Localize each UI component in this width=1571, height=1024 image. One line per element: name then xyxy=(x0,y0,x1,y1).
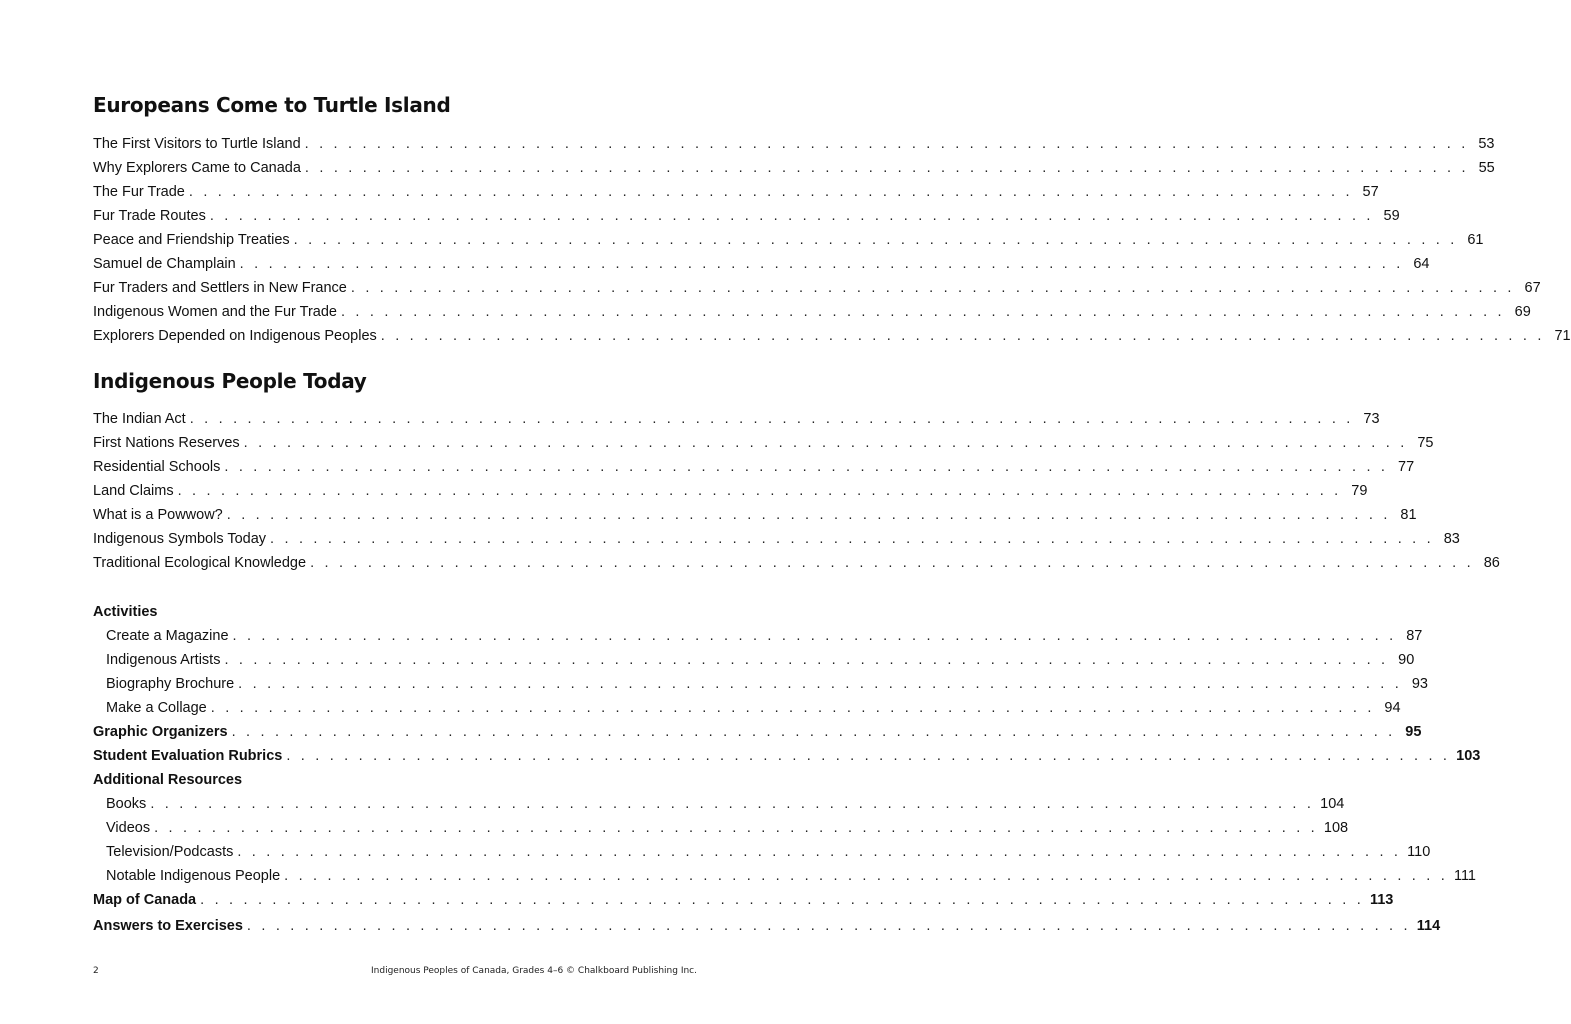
toc-entry-page: 64 xyxy=(1413,256,1430,272)
toc-entry-page: 87 xyxy=(1406,628,1423,644)
toc-entry[interactable] xyxy=(93,816,1349,840)
toc-entry-label: Create a Magazine xyxy=(106,628,229,644)
toc-entry[interactable] xyxy=(93,324,1571,348)
toc-entry[interactable] xyxy=(93,180,1379,204)
toc-entry[interactable] xyxy=(93,888,1394,912)
toc-entry-label: The Fur Trade xyxy=(93,184,185,200)
dot-leader: . . . . . . . . . . . . . . . . . . . . . . . . . . . . . . . . . . . . . . . . . . . . . . . . . . . . . . . . . . . . . . . . . . . . . . . . . . . . . . . . . xyxy=(209,208,1374,224)
toc-entry-label: Fur Trade Routes xyxy=(93,208,206,224)
toc-entry-page: 71 xyxy=(1554,328,1571,344)
toc-entry-page: 86 xyxy=(1483,555,1500,571)
toc-entry-label: Residential Schools xyxy=(93,459,221,475)
toc-entry[interactable] xyxy=(93,792,1345,816)
dot-leader: . . . . . . . . . . . . . . . . . . . . . . . . . . . . . . . . . . . . . . . . . . . . . . . . . . . . . . . . . . . . . . . . . . . . . . . . . . . . . . . . . xyxy=(310,555,1474,571)
section-title-indigenous-today: Indigenous People Today xyxy=(93,369,367,393)
page-footer xyxy=(93,966,697,976)
dot-leader: . . . . . . . . . . . . . . . . . . . . . . . . . . . . . . . . . . . . . . . . . . . . . . . . . . . . . . . . . . . . . . . . . . . . . . . . . . . . . . . . . xyxy=(350,280,1515,296)
toc-list-indigenous-today xyxy=(93,407,1500,575)
toc-entry-label: Books xyxy=(106,796,147,812)
toc-entry[interactable] xyxy=(93,744,1481,768)
toc-entry-label: Why Explorers Came to Canada xyxy=(93,160,301,176)
toc-entry-page: 94 xyxy=(1384,700,1401,716)
dot-leader: . . . . . . . . . . . . . . . . . . . . . . . . . . . . . . . . . . . . . . . . . . . . . . . . . . . . . . . . . . . . . . . . . . . . . . . . . . . . . . . . . xyxy=(231,724,1396,740)
dot-leader: . . . . . . . . . . . . . . . . . . . . . . . . . . . . . . . . . . . . . . . . . . . . . . . . . . . . . . . . . . . . . . . . . . . . . . . . . . . . . . . . . xyxy=(380,328,1545,344)
toc-entry-label: Fur Traders and Settlers in New France xyxy=(93,280,347,296)
toc-entry-page: 108 xyxy=(1323,820,1349,836)
toc-entry-page: 83 xyxy=(1443,531,1460,547)
toc-entry[interactable] xyxy=(93,300,1531,324)
toc-entry-page: 90 xyxy=(1398,652,1415,668)
toc-entry-page: 55 xyxy=(1478,160,1495,176)
toc-entry-label: Indigenous Artists xyxy=(106,652,221,668)
toc-list-europeans xyxy=(93,132,1571,348)
toc-entry-label: Videos xyxy=(106,820,151,836)
dot-leader: . . . . . . . . . . . . . . . . . . . . . . . . . . . . . . . . . . . . . . . . . . . . . . . . . . . . . . . . . . . . . . . . . . . . . . . . . . . . . . . . . xyxy=(200,892,1364,908)
toc-entry-label: Biography Brochure xyxy=(106,676,235,692)
toc-entry-label: Explorers Depended on Indigenous Peoples xyxy=(93,328,377,344)
toc-entry[interactable] xyxy=(93,624,1423,648)
toc-entry-page: 77 xyxy=(1398,459,1415,475)
toc-heading-resources xyxy=(93,768,695,792)
section-title-europeans: Europeans Come to Turtle Island xyxy=(93,93,451,117)
toc-entry-label: Graphic Organizers xyxy=(93,724,228,740)
toc-entry-page: 104 xyxy=(1320,796,1345,812)
publication-credit: Indigenous Peoples of Canada, Grades 4–6 © Chalkboard Publishing Inc. xyxy=(371,966,697,976)
toc-entry-page: 114 xyxy=(1416,918,1441,934)
toc-entry-label: Map of Canada xyxy=(93,892,197,908)
toc-heading-label: Additional Resources xyxy=(93,772,243,788)
dot-leader: . . . . . . . . . . . . . . . . . . . . . . . . . . . . . . . . . . . . . . . . . . . . . . . . . . . . . . . . . . . . . . . . . . . . . . . . . . . . . . . . . xyxy=(304,136,1469,152)
toc-entry-page: 93 xyxy=(1411,676,1428,692)
toc-entry[interactable] xyxy=(93,696,1401,720)
toc-entry-label: Television/Podcasts xyxy=(106,844,234,860)
toc-entry-page: 59 xyxy=(1383,208,1400,224)
toc-entry-page: 73 xyxy=(1363,411,1380,427)
toc-entry-label: Traditional Ecological Knowledge xyxy=(93,555,307,571)
toc-entry[interactable] xyxy=(93,551,1500,575)
toc-entry[interactable] xyxy=(93,252,1430,276)
toc-entry[interactable] xyxy=(93,914,1441,938)
toc-entry-label: Student Evaluation Rubrics xyxy=(93,748,283,764)
dot-leader: . . . . . . . . . . . . . . . . . . . . . . . . . . . . . . . . . . . . . . . . . . . . . . . . . . . . . . . . . . . . . . . . . . . . . . . . . . . . . . . . . xyxy=(284,868,1448,884)
toc-list-resources xyxy=(93,600,1481,938)
dot-leader: . . . . . . . . . . . . . . . . . . . . . . . . . . . . . . . . . . . . . . . . . . . . . . . . . . . . . . . . . . . . . . . . . . . . . . . . . . . . . . . . . xyxy=(340,304,1505,320)
toc-entry-label: The First Visitors to Turtle Island xyxy=(93,136,301,152)
toc-entry[interactable] xyxy=(93,840,1431,864)
toc-entry-label: Land Claims xyxy=(93,483,174,499)
toc-entry[interactable] xyxy=(93,228,1484,252)
toc-entry-label: Samuel de Champlain xyxy=(93,256,236,272)
toc-entry[interactable] xyxy=(93,204,1400,228)
toc-entry[interactable] xyxy=(93,503,1417,527)
dot-leader: . . . . . . . . . . . . . . . . . . . . . . . . . . . . . . . . . . . . . . . . . . . . . . . . . . . . . . . . . . . . . . . . . . . . . . . . . . . . . . . . . xyxy=(224,459,1389,475)
dot-leader: . . . . . . . . . . . . . . . . . . . . . . . . . . . . . . . . . . . . . . . . . . . . . . . . . . . . . . . . . . . . . . . . . . . . . . . . . . . . . . . . . xyxy=(224,652,1389,668)
dot-leader: . . . . . . . . . . . . . . . . . . . . . . . . . . . . . . . . . . . . . . . . . . . . . . . . . . . . . . . . . . . . . . . . . . . . . . . . . . . . . . . . . xyxy=(232,628,1397,644)
toc-entry-page: 103 xyxy=(1456,748,1481,764)
dot-leader: . . . . . . . . . . . . . . . . . . . . . . . . . . . . . . . . . . . . . . . . . . . . . . . . . . . . . . . . . . . . . . . . . . . . . . . . . . . . . . . . . xyxy=(237,844,1402,860)
toc-entry-page: 53 xyxy=(1478,136,1495,152)
toc-entry-label: Indigenous Women and the Fur Trade xyxy=(93,304,337,320)
dot-leader: . . . . . . . . . . . . . . . . . . . . . . . . . . . . . . . . . . . . . . . . . . . . . . . . . . . . . . . . . . . . . . . . . . . . . . . . . . . . . . . . . xyxy=(304,160,1469,176)
dot-leader: . . . . . . . . . . . . . . . . . . . . . . . . . . . . . . . . . . . . . . . . . . . . . . . . . . . . . . . . . . . . . . . . . . . . . . . . . . . . . . . . . xyxy=(286,748,1451,764)
toc-entry-page: 110 xyxy=(1407,844,1431,860)
dot-leader: . . . . . . . . . . . . . . . . . . . . . . . . . . . . . . . . . . . . . . . . . . . . . . . . . . . . . . . . . . . . . . . . . . . . . . . . . . . . . . . . . xyxy=(246,918,1411,934)
page-number: 2 xyxy=(93,966,99,976)
toc-entry[interactable] xyxy=(93,648,1415,672)
dot-leader: . . . . . . . . . . . . . . . . . . . . . . . . . . . . . . . . . . . . . . . . . . . . . . . . . . . . . . . . . . . . . . . . . . . . . . . . . . . . . . . . . xyxy=(238,676,1402,692)
dot-leader: . . . . . . . . . . . . . . . . . . . . . . . . . . . . . . . . . . . . . . . . . . . . . . . . . . . . . . . . . . . . . . . . . . . . . . . . . . . . . . . . . xyxy=(226,507,1391,523)
toc-entry-label: Indigenous Symbols Today xyxy=(93,531,267,547)
toc-entry[interactable] xyxy=(93,431,1434,455)
dot-leader: . . . . . . . . . . . . . . . . . . . . . . . . . . . . . . . . . . . . . . . . . . . . . . . . . . . . . . . . . . . . . . . . . . . . . . . . . . . . . . . . . xyxy=(210,700,1375,716)
dot-leader: . . . . . . . . . . . . . . . . . . . . . . . . . . . . . . . . . . . . . . . . . . . . . . . . . . . . . . . . . . . . . . . . . . . . . . . . . . . . . . . . . xyxy=(243,435,1408,451)
toc-entry-label: What is a Powwow? xyxy=(93,507,223,523)
toc-entry-page: 111 xyxy=(1453,868,1476,884)
dot-leader: . . . . . . . . . . . . . . . . . . . . . . . . . . . . . . . . . . . . . . . . . . . . . . . . . . . . . . . . . . . . . . . . . . . . . . . . . . . . . . . . . xyxy=(150,796,1315,812)
toc-entry-label: Answers to Exercises xyxy=(93,918,243,934)
toc-entry-page: 95 xyxy=(1405,724,1422,740)
dot-leader: . . . . . . . . . . . . . . . . . . . . . . . . . . . . . . . . . . . . . . . . . . . . . . . . . . . . . . . . . . . . . . . . . . . . . . . . . . . . . . . . . xyxy=(177,483,1342,499)
toc-entry-page: 67 xyxy=(1524,280,1541,296)
toc-entry[interactable] xyxy=(93,864,1476,888)
toc-entry-page: 113 xyxy=(1369,892,1394,908)
toc-entry[interactable] xyxy=(93,527,1460,551)
dot-leader: . . . . . . . . . . . . . . . . . . . . . . . . . . . . . . . . . . . . . . . . . . . . . . . . . . . . . . . . . . . . . . . . . . . . . . . . . . . . . . . . . xyxy=(154,820,1318,836)
toc-entry-label: Peace and Friendship Treaties xyxy=(93,232,290,248)
toc-entry[interactable] xyxy=(93,720,1422,744)
dot-leader: . . . . . . . . . . . . . . . . . . . . . . . . . . . . . . . . . . . . . . . . . . . . . . . . . . . . . . . . . . . . . . . . . . . . . . . . . . . . . . . . . xyxy=(189,411,1354,427)
toc-entry[interactable] xyxy=(93,407,1380,431)
toc-entry[interactable] xyxy=(93,276,1541,300)
toc-entry-page: 81 xyxy=(1400,507,1417,523)
toc-heading-activities xyxy=(93,600,695,624)
dot-leader: . . . . . . . . . . . . . . . . . . . . . . . . . . . . . . . . . . . . . . . . . . . . . . . . . . . . . . . . . . . . . . . . . . . . . . . . . . . . . . . . . xyxy=(239,256,1404,272)
toc-entry-label: Notable Indigenous People xyxy=(106,868,281,884)
toc-entry-label: Make a Collage xyxy=(106,700,207,716)
toc-entry-label: First Nations Reserves xyxy=(93,435,240,451)
toc-entry-page: 69 xyxy=(1514,304,1531,320)
toc-heading-label: Activities xyxy=(93,604,158,620)
toc-entry-label: The Indian Act xyxy=(93,411,186,427)
dot-leader: . . . . . . . . . . . . . . . . . . . . . . . . . . . . . . . . . . . . . . . . . . . . . . . . . . . . . . . . . . . . . . . . . . . . . . . . . . . . . . . . . xyxy=(293,232,1458,248)
toc-entry[interactable] xyxy=(93,132,1495,156)
toc-entry[interactable] xyxy=(93,479,1368,503)
toc-entry-page: 57 xyxy=(1362,184,1379,200)
dot-leader: . . . . . . . . . . . . . . . . . . . . . . . . . . . . . . . . . . . . . . . . . . . . . . . . . . . . . . . . . . . . . . . . . . . . . . . . . . . . . . . . . xyxy=(270,531,1434,547)
toc-entry[interactable] xyxy=(93,455,1415,479)
toc-entry[interactable] xyxy=(93,156,1495,180)
toc-entry-page: 75 xyxy=(1417,435,1434,451)
toc-entry-page: 79 xyxy=(1351,483,1368,499)
dot-leader: . . . . . . . . . . . . . . . . . . . . . . . . . . . . . . . . . . . . . . . . . . . . . . . . . . . . . . . . . . . . . . . . . . . . . . . . . . . . . . . . . xyxy=(188,184,1353,200)
toc-entry-page: 61 xyxy=(1467,232,1484,248)
toc-entry[interactable] xyxy=(93,672,1428,696)
